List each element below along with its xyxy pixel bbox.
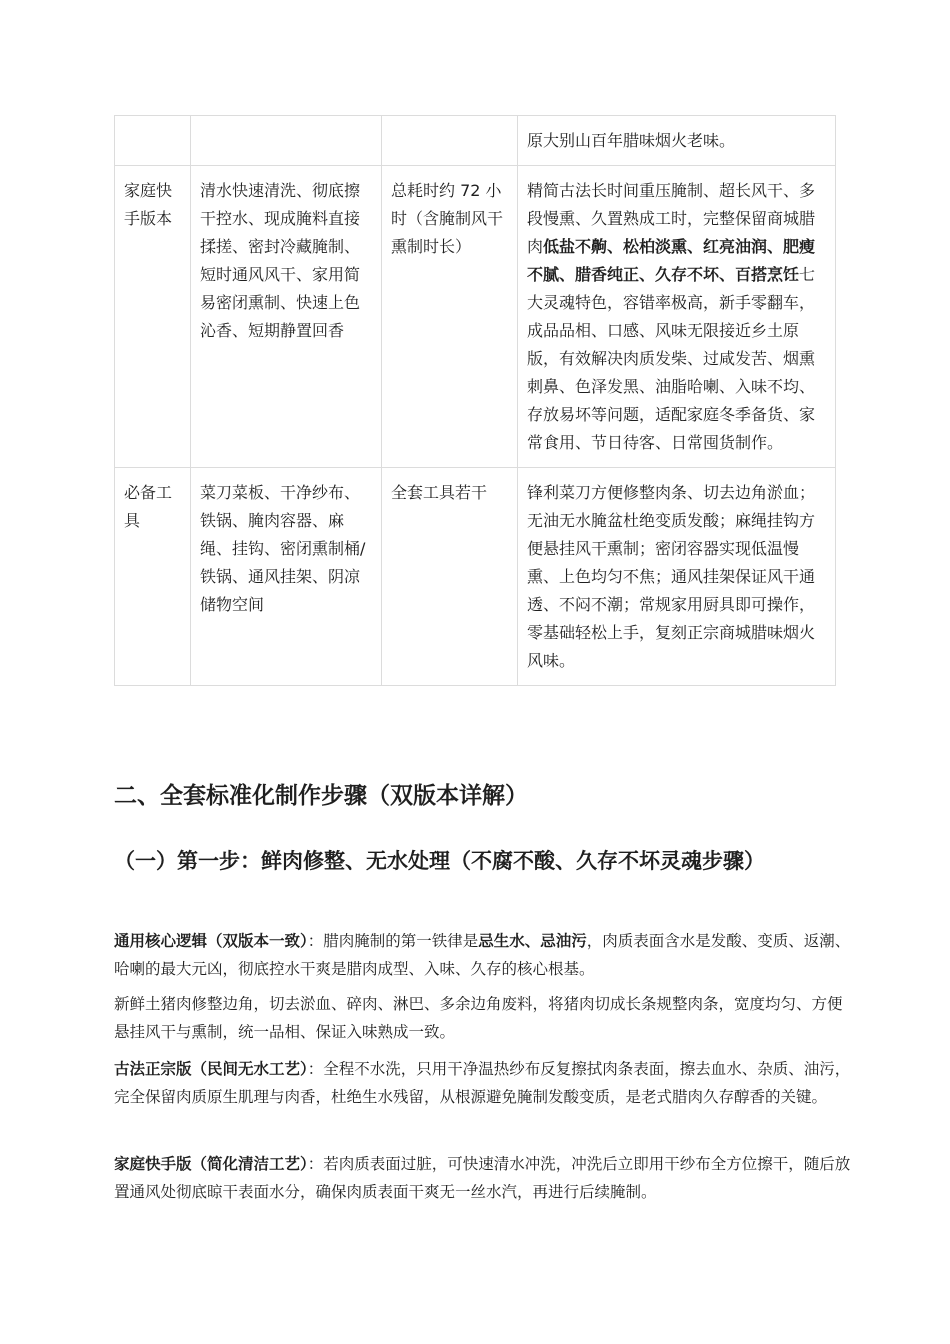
table-cell: 菜刀菜板、干净纱布、铁锅、腌肉容器、麻绳、挂钩、密闭熏制桶/铁锅、通风挂架、阴凉储物空间	[191, 468, 382, 686]
cell-text: 七大灵魂特色，容错率极高，新手零翻车，成品品相、口感、风味无限接近乡土原版，有效解决肉质发柴、过咸发苦、烟熏刺鼻、色泽发黑、油脂哈喇、入味不均、存放易坏等问题，适配家庭冬季备货、家常食用、节日待客、日常囤货制作。	[527, 265, 816, 452]
table-cell-description	[518, 166, 836, 468]
table-cell: 必备工具	[115, 468, 191, 686]
cell-text: 原大别山百年腊味烟火老味。	[527, 131, 736, 150]
table-cell: 家庭快手版本	[115, 166, 191, 468]
table-cell: 总耗时约 72 小时（含腌制风干熏制时长）	[382, 166, 518, 468]
emphasis-text: 低盐不齁、松柏淡熏、红亮油润、肥瘦不腻、腊香纯正、久存不坏、百搭烹饪	[527, 237, 816, 284]
cell-text: 锋利菜刀方便修整肉条、切去边角淤血；无油无水腌盆杜绝变质发酸；麻绳挂钩方便悬挂风干熏制；密闭容器实现低温慢熏、上色均匀不焦；通风挂架保证风干通透、不闷不潮；常规家用厨具即可操作，零基础轻松上手，复刻正宗商城腊味烟火风味。	[527, 483, 816, 670]
paragraph-label: 古法正宗版（民间无水工艺）	[114, 1060, 308, 1078]
table-cell-description	[518, 116, 836, 166]
subsection-title: （一）第一步：鲜肉修整、无水处理（不腐不酸、久存不坏灵魂步骤）	[114, 849, 765, 873]
paragraph-text: ，肉质表面含水是发酸、变质、返潮、哈喇的最大元凶，彻底控水干爽是腊肉成型、入味、久存的核心根基。	[114, 932, 851, 978]
paragraph-core-logic	[114, 927, 854, 983]
cell-text: 精简古法长时间重压腌制、超长风干、多段慢熏、久置熟成工时，完整保留商城腊肉	[527, 181, 816, 256]
paragraph-text: ：全程不水洗，只用干净温热纱布反复擦拭肉条表面，擦去血水、杂质、油污，完全保留肉质原生肌理与肉香，杜绝生水残留，从根源避免腌制发酸变质，是老式腊肉久存醇香的关键。	[114, 1060, 851, 1106]
paragraph-traditional	[114, 1055, 854, 1111]
paragraph-home	[114, 1150, 854, 1206]
paragraph-trim: 新鲜土猪肉修整边角，切去淤血、碎肉、淋巴、多余边角废料，将猪肉切成长条规整肉条，宽度均匀、方便悬挂风干与熏制，统一品相、保证入味熟成一致。	[114, 995, 843, 1041]
table-cell	[191, 116, 382, 166]
table-cell: 全套工具若干	[382, 468, 518, 686]
process-table	[114, 115, 836, 686]
paragraph-emphasis: 忌生水、忌油污	[478, 932, 587, 950]
table-cell	[115, 116, 191, 166]
section-title: 二、全套标准化制作步骤（双版本详解）	[114, 783, 528, 809]
table-row	[115, 116, 836, 166]
table-cell	[382, 116, 518, 166]
paragraph-label: 家庭快手版（简化清洁工艺）	[114, 1155, 308, 1173]
paragraph-text: ：腊肉腌制的第一铁律是	[307, 932, 479, 950]
table-cell-description	[518, 468, 836, 686]
paragraph-text: ：若肉质表面过脏，可快速清水冲洗，冲洗后立即用干纱布全方位擦干，随后放置通风处彻底晾干表面水分，确保肉质表面干爽无一丝水汽，再进行后续腌制。	[114, 1155, 851, 1201]
table-cell: 清水快速清洗、彻底擦干控水、现成腌料直接揉搓、密封冷藏腌制、短时通风风干、家用简易密闭熏制、快速上色沁香、短期静置回香	[191, 166, 382, 468]
table-row	[115, 468, 836, 686]
paragraph-label: 通用核心逻辑（双版本一致）	[114, 932, 308, 950]
table-row	[115, 166, 836, 468]
